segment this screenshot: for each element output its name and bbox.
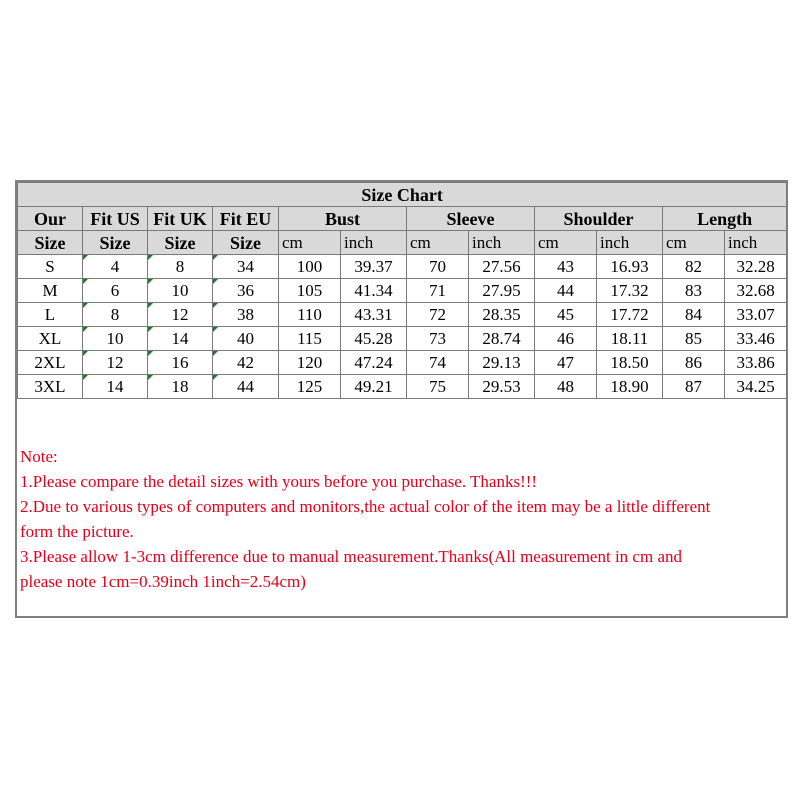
table-cell: 18.90 bbox=[597, 375, 663, 399]
header-size-our: Size bbox=[18, 231, 83, 255]
table-cell: 72 bbox=[407, 303, 469, 327]
table-cell: 33.07 bbox=[725, 303, 787, 327]
table-cell: 38 bbox=[213, 303, 279, 327]
table-row bbox=[18, 303, 787, 327]
table-cell: 28.35 bbox=[469, 303, 535, 327]
table-cell: 36 bbox=[213, 279, 279, 303]
table-cell: 34.25 bbox=[725, 375, 787, 399]
unit-bust-cm: cm bbox=[279, 231, 341, 255]
table-cell: 4 bbox=[83, 255, 148, 279]
table-cell: 8 bbox=[83, 303, 148, 327]
table-cell: 87 bbox=[663, 375, 725, 399]
table-row bbox=[18, 327, 787, 351]
size-label-cell: M bbox=[18, 279, 83, 303]
table-cell: 16.93 bbox=[597, 255, 663, 279]
table-cell: 14 bbox=[83, 375, 148, 399]
table-cell: 43.31 bbox=[341, 303, 407, 327]
table-cell: 115 bbox=[279, 327, 341, 351]
table-cell: 83 bbox=[663, 279, 725, 303]
table-cell: 48 bbox=[535, 375, 597, 399]
note-line: 2.Due to various types of computers and monitors,the actual color of the item may be a little different bbox=[20, 497, 711, 516]
table-row bbox=[18, 351, 787, 375]
table-cell: 84 bbox=[663, 303, 725, 327]
header-fit-us: Fit US bbox=[83, 207, 148, 231]
table-cell: 82 bbox=[663, 255, 725, 279]
table-cell: 100 bbox=[279, 255, 341, 279]
unit-shoulder-inch: inch bbox=[597, 231, 663, 255]
table-cell: 44 bbox=[535, 279, 597, 303]
table-cell: 33.46 bbox=[725, 327, 787, 351]
table-row bbox=[18, 279, 787, 303]
note-heading: Note: bbox=[20, 447, 58, 466]
header-our: Our bbox=[18, 207, 83, 231]
size-label-cell: 3XL bbox=[18, 375, 83, 399]
table-cell: 17.32 bbox=[597, 279, 663, 303]
size-label-cell: S bbox=[18, 255, 83, 279]
table-cell: 12 bbox=[83, 351, 148, 375]
table-cell: 43 bbox=[535, 255, 597, 279]
table-row bbox=[18, 255, 787, 279]
table-cell: 34 bbox=[213, 255, 279, 279]
table-cell: 45 bbox=[535, 303, 597, 327]
table-cell: 75 bbox=[407, 375, 469, 399]
table-cell: 32.28 bbox=[725, 255, 787, 279]
table-cell: 29.13 bbox=[469, 351, 535, 375]
header-size-uk: Size bbox=[148, 231, 213, 255]
table-cell: 16 bbox=[148, 351, 213, 375]
table-cell: 14 bbox=[148, 327, 213, 351]
header-sleeve: Sleeve bbox=[407, 207, 535, 231]
unit-bust-inch: inch bbox=[341, 231, 407, 255]
chart-title: Size Chart bbox=[18, 183, 787, 207]
unit-length-cm: cm bbox=[663, 231, 725, 255]
table-cell: 74 bbox=[407, 351, 469, 375]
table-cell: 85 bbox=[663, 327, 725, 351]
note-line: 1.Please compare the detail sizes with yours before you purchase. Thanks!!! bbox=[20, 472, 538, 491]
size-rows bbox=[18, 255, 787, 399]
size-label-cell: 2XL bbox=[18, 351, 83, 375]
table-cell: 27.56 bbox=[469, 255, 535, 279]
unit-length-inch: inch bbox=[725, 231, 787, 255]
table-row bbox=[18, 375, 787, 399]
table-cell: 17.72 bbox=[597, 303, 663, 327]
table-cell: 27.95 bbox=[469, 279, 535, 303]
table-cell: 12 bbox=[148, 303, 213, 327]
table-cell: 105 bbox=[279, 279, 341, 303]
table-cell: 45.28 bbox=[341, 327, 407, 351]
table-cell: 32.68 bbox=[725, 279, 787, 303]
table-cell: 8 bbox=[148, 255, 213, 279]
header-shoulder: Shoulder bbox=[535, 207, 663, 231]
table-cell: 120 bbox=[279, 351, 341, 375]
table-cell: 49.21 bbox=[341, 375, 407, 399]
table-cell: 47.24 bbox=[341, 351, 407, 375]
table-cell: 39.37 bbox=[341, 255, 407, 279]
note-line: 3.Please allow 1-3cm difference due to manual measurement.Thanks(All measurement in cm and bbox=[20, 547, 682, 566]
header-fit-uk: Fit UK bbox=[148, 207, 213, 231]
table-cell: 29.53 bbox=[469, 375, 535, 399]
table-cell: 33.86 bbox=[725, 351, 787, 375]
unit-shoulder-cm: cm bbox=[535, 231, 597, 255]
table-cell: 6 bbox=[83, 279, 148, 303]
table-cell: 41.34 bbox=[341, 279, 407, 303]
table-cell: 70 bbox=[407, 255, 469, 279]
table-cell: 18 bbox=[148, 375, 213, 399]
header-size-us: Size bbox=[83, 231, 148, 255]
table-cell: 18.11 bbox=[597, 327, 663, 351]
note-line: please note 1cm=0.39inch 1inch=2.54cm) bbox=[20, 572, 306, 591]
unit-sleeve-inch: inch bbox=[469, 231, 535, 255]
header-fit-eu: Fit EU bbox=[213, 207, 279, 231]
size-chart-table bbox=[17, 182, 787, 399]
table-cell: 86 bbox=[663, 351, 725, 375]
table-cell: 40 bbox=[213, 327, 279, 351]
table-cell: 10 bbox=[83, 327, 148, 351]
table-cell: 10 bbox=[148, 279, 213, 303]
table-cell: 71 bbox=[407, 279, 469, 303]
notes bbox=[20, 444, 785, 594]
header-size-eu: Size bbox=[213, 231, 279, 255]
table-cell: 47 bbox=[535, 351, 597, 375]
note-line: form the picture. bbox=[20, 522, 134, 541]
table-cell: 125 bbox=[279, 375, 341, 399]
table-cell: 73 bbox=[407, 327, 469, 351]
table-cell: 46 bbox=[535, 327, 597, 351]
header-length: Length bbox=[663, 207, 787, 231]
table-cell: 18.50 bbox=[597, 351, 663, 375]
size-label-cell: L bbox=[18, 303, 83, 327]
table-cell: 28.74 bbox=[469, 327, 535, 351]
size-label-cell: XL bbox=[18, 327, 83, 351]
header-bust: Bust bbox=[279, 207, 407, 231]
unit-sleeve-cm: cm bbox=[407, 231, 469, 255]
size-chart bbox=[15, 180, 788, 618]
table-cell: 42 bbox=[213, 351, 279, 375]
table-cell: 110 bbox=[279, 303, 341, 327]
table-cell: 44 bbox=[213, 375, 279, 399]
